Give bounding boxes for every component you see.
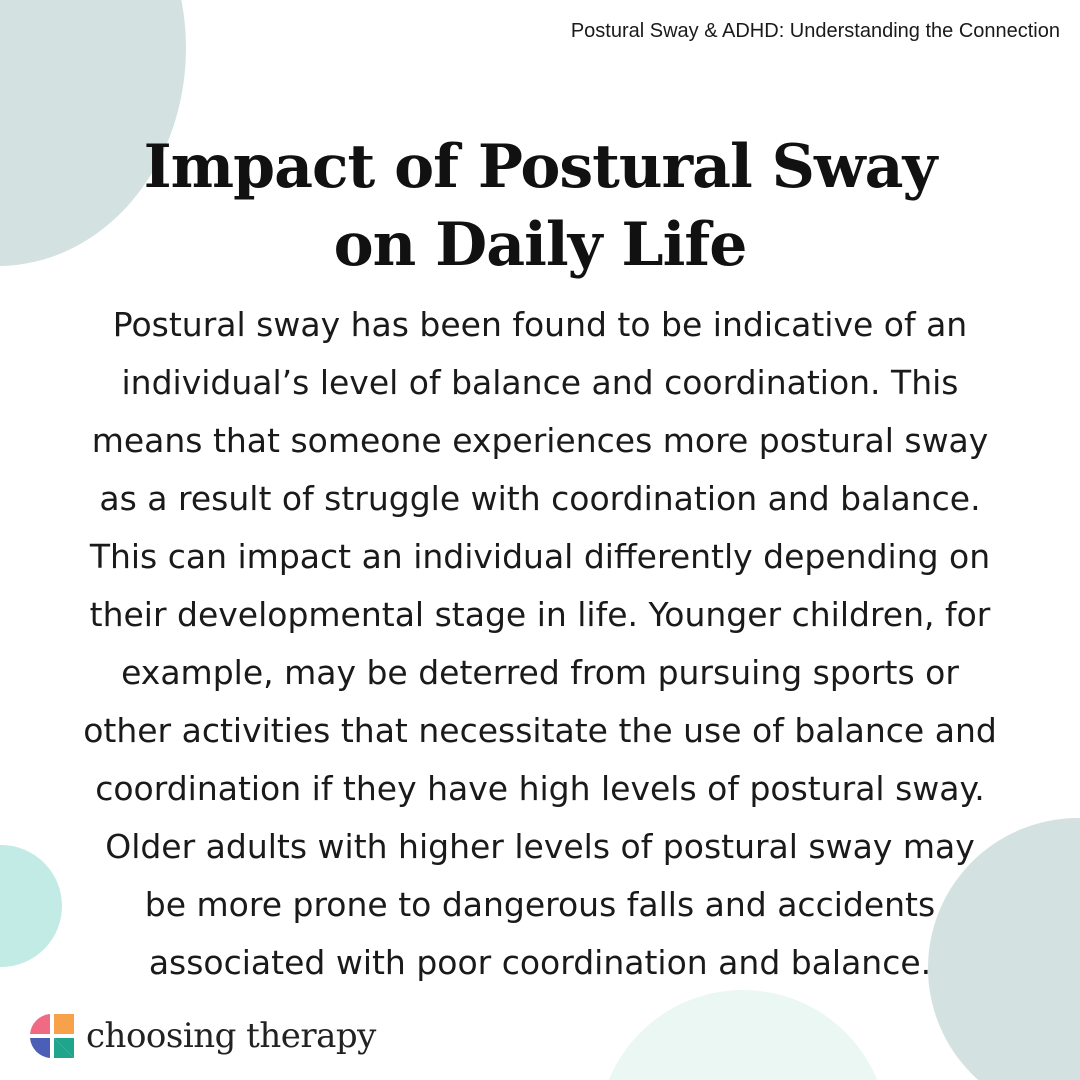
body-line: as a result of struggle with coordination and balance.: [99, 479, 981, 518]
body-line: Postural sway has been found to be indicative of an: [112, 305, 968, 344]
title-line-2: on Daily Life: [333, 210, 747, 280]
brand-name: choosing therapy: [86, 1016, 376, 1056]
title-line-1: Impact of Postural Sway: [143, 132, 937, 202]
body-line: Older adults with higher levels of postural sway may: [105, 827, 975, 866]
body-paragraph: [60, 296, 1020, 992]
body-line: means that someone experiences more postural sway: [91, 421, 989, 460]
body-line: be more prone to dangerous falls and accidents: [144, 885, 936, 924]
body-line: associated with poor coordination and balance.: [148, 943, 932, 982]
body-line: coordination if they have high levels of postural sway.: [95, 769, 985, 808]
body-line: their developmental stage in life. Younger children, for: [89, 595, 991, 634]
decorative-circle-bottom-center: [598, 990, 888, 1080]
body-line: This can impact an individual differently depending on: [89, 537, 991, 576]
body-line: individual’s level of balance and coordination. This: [121, 363, 959, 402]
brand-logo: [28, 1012, 376, 1060]
series-title: Postural Sway & ADHD: Understanding the Connection: [570, 20, 1060, 42]
body-line: other activities that necessitate the use of balance and: [83, 711, 997, 750]
body-line: example, may be deterred from pursuing sports or: [121, 653, 959, 692]
page-title: [0, 128, 1080, 284]
decorative-circle-bottom-left: [0, 845, 62, 967]
choosing-therapy-logo-mark-icon: [28, 1012, 76, 1060]
